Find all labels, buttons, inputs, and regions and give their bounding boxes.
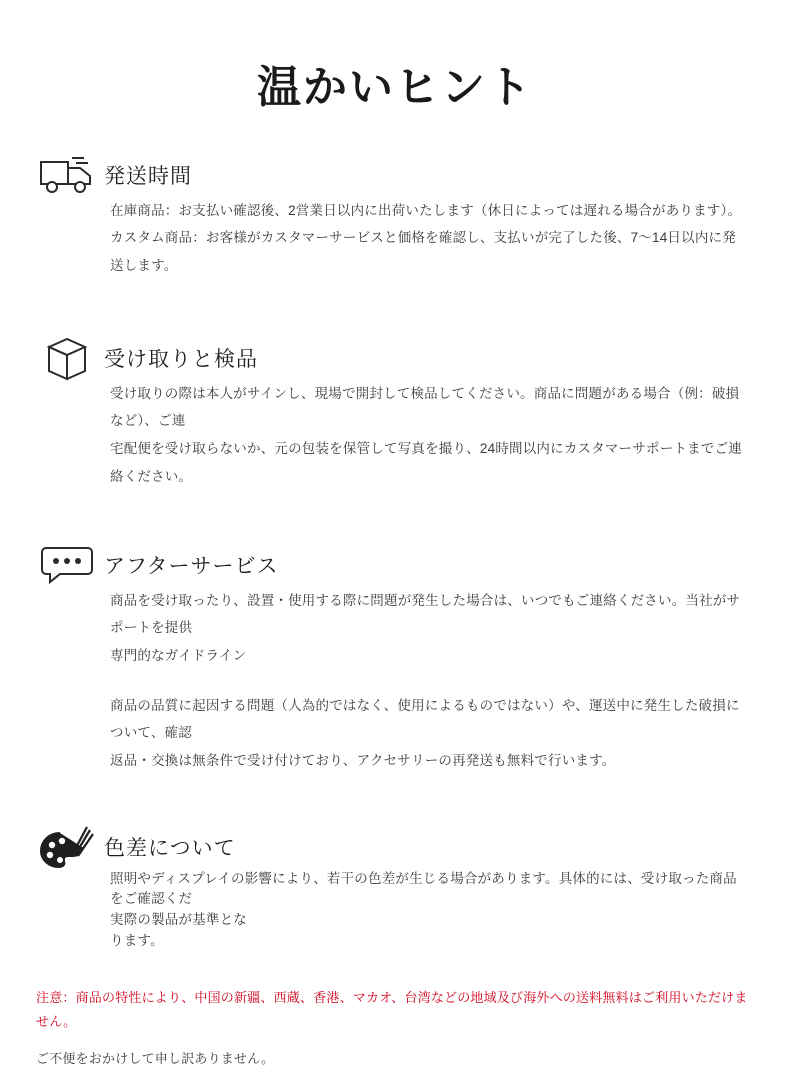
footer (0, 986, 790, 1070)
section-body (36, 380, 754, 491)
truck-icon (36, 149, 98, 201)
sections-container (0, 149, 790, 952)
section-body (36, 197, 754, 280)
chat-bubble-icon (36, 539, 98, 591)
paragraph: カスタム商品：お客様がカスタマーサービスと価格を確認し、支払いが完了した後、7〜14日以内に発送します。 (110, 230, 736, 274)
paragraph: 在庫商品：お支払い確認後、2営業日以内に出荷いたします（休日によっては遅れる場合があります）。 (110, 202, 742, 218)
paragraph: 照明やディスプレイの影響により、若干の色差が生じる場合があります。具体的には、受け取った商品をご確認くだ (110, 870, 737, 907)
section-title: 色差について (104, 836, 236, 860)
section-title: 受け取りと検品 (104, 347, 258, 371)
paragraph: 商品を受け取ったり、設置・使用する際に問題が発生した場合は、いつでもご連絡ください。当社がサポートを提供 (110, 592, 741, 636)
hint-page (0, 62, 790, 1066)
paragraph: 返品・交換は無条件で受け付けており、アクセサリーの再発送も無料で行います。 (110, 752, 616, 768)
paragraph: 受け取りの際は本人がサインし、現場で開封して検品してください。商品に問題がある場合（例：破損など）、ご連 (110, 385, 740, 429)
footer-warning-text: 注意：商品の特性により、中国の新疆、西蔵、香港、マカオ、台湾などの地域及び海外への送料無料はご利用いただけません。 (36, 990, 748, 1029)
section-after-sales (36, 539, 754, 775)
section-body (36, 869, 754, 953)
section-body (36, 587, 754, 775)
section-shipping-time (36, 149, 754, 280)
paragraph: 宅配便を受け取らないか、元の包装を保管して写真を撮り、24時間以内にカスタマーサポートまでご連絡ください。 (110, 441, 742, 484)
section-header (36, 539, 754, 591)
page-title: 温かいヒント (257, 63, 533, 112)
footer-note-text: ご不便をおかけして申し訳ありません。 (36, 1051, 275, 1066)
section-title: アフターサービス (104, 554, 279, 578)
paragraph: 実際の製品が基準とな (110, 912, 247, 928)
section-title: 発送時間 (104, 164, 192, 188)
palette-icon (36, 821, 98, 873)
paragraph: 専門的なガイドライン (110, 647, 247, 663)
section-header (36, 821, 754, 873)
paragraph: ります。 (110, 933, 164, 949)
section-receiving-inspection (36, 332, 754, 491)
box-icon (36, 332, 98, 384)
section-color-difference (36, 821, 754, 953)
section-header (36, 149, 754, 201)
paragraph: 商品の品質に起因する問題（人為的ではなく、使用によるものではない）や、運送中に発生した破損について、確認 (110, 697, 740, 741)
section-header (36, 332, 754, 384)
